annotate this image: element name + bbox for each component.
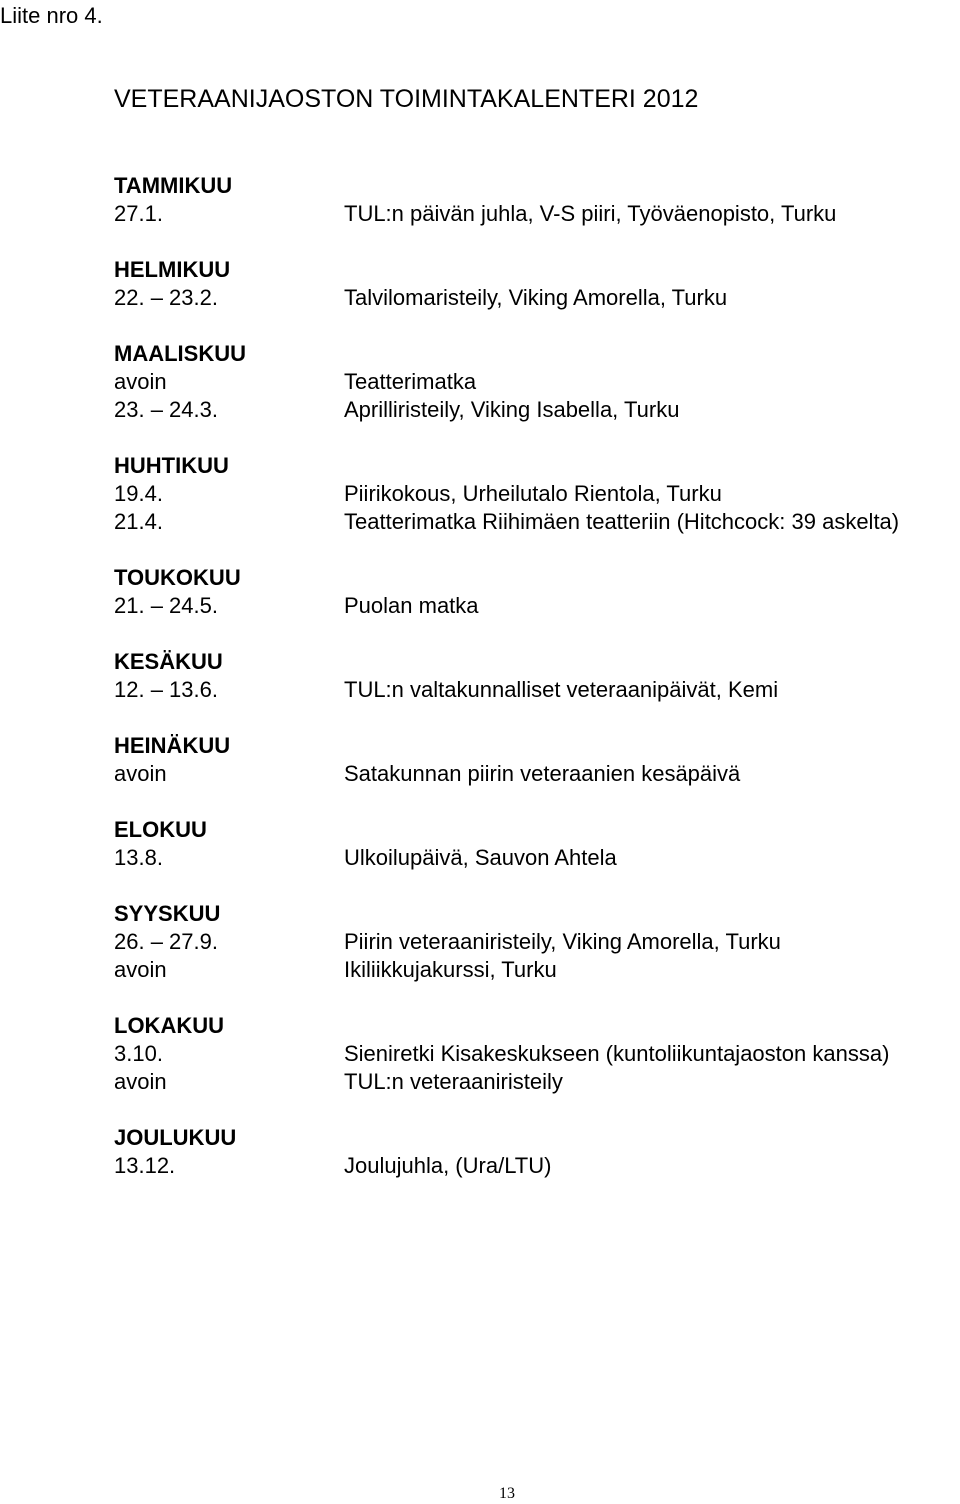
event-row — [114, 760, 960, 788]
month-section — [114, 816, 960, 872]
event-description: TUL:n veteraaniristeily — [344, 1069, 563, 1094]
month-section — [114, 452, 960, 536]
event-row — [114, 1040, 960, 1068]
event-row — [114, 508, 960, 536]
event-description: Piirikokous, Urheilutalo Rientola, Turku — [344, 481, 722, 506]
event-description: Piirin veteraaniristeily, Viking Amorella, Turku — [344, 929, 781, 954]
event-row — [114, 480, 960, 508]
event-date: avoin — [114, 369, 167, 394]
month-section — [114, 1012, 960, 1096]
event-row — [114, 676, 960, 704]
month-heading: TAMMIKUU — [114, 173, 233, 198]
event-date: 21.4. — [114, 509, 163, 534]
event-description: Satakunnan piirin veteraanien kesäpäivä — [344, 761, 741, 786]
event-row — [114, 1152, 960, 1180]
event-date: 23. – 24.3. — [114, 397, 218, 422]
month-section — [114, 172, 960, 228]
event-row — [114, 928, 960, 956]
month-heading: TOUKOKUU — [114, 565, 241, 590]
attachment-note: Liite nro 4. — [0, 3, 103, 28]
month-section — [114, 340, 960, 424]
event-row — [114, 1068, 960, 1096]
event-row — [114, 368, 960, 396]
event-date: avoin — [114, 1069, 167, 1094]
month-heading: HUHTIKUU — [114, 453, 229, 478]
event-description: TUL:n valtakunnalliset veteraanipäivät, Kemi — [344, 677, 779, 702]
event-date: 13.8. — [114, 845, 163, 870]
activity-calendar — [114, 172, 960, 1208]
event-date: 3.10. — [114, 1041, 163, 1066]
event-date: avoin — [114, 761, 167, 786]
page-number: 13 — [499, 1485, 515, 1502]
event-date: 12. – 13.6. — [114, 677, 218, 702]
event-description: Ikiliikkujakurssi, Turku — [344, 957, 557, 982]
month-heading: LOKAKUU — [114, 1013, 224, 1038]
event-description: Teatterimatka — [344, 369, 477, 394]
event-row — [114, 956, 960, 984]
month-section — [114, 900, 960, 984]
month-heading: HEINÄKUU — [114, 733, 231, 758]
event-row — [114, 200, 960, 228]
event-description: TUL:n päivän juhla, V-S piiri, Työväenopisto, Turku — [344, 201, 837, 226]
month-section — [114, 1124, 960, 1180]
event-description: Joulujuhla, (Ura/LTU) — [344, 1153, 552, 1178]
month-heading: JOULUKUU — [114, 1125, 237, 1150]
event-description: Aprilliristeily, Viking Isabella, Turku — [344, 397, 680, 422]
event-row — [114, 284, 960, 312]
month-section — [114, 732, 960, 788]
event-description: Talvilomaristeily, Viking Amorella, Turku — [344, 285, 728, 310]
month-heading: MAALISKUU — [114, 341, 246, 366]
event-date: 21. – 24.5. — [114, 593, 218, 618]
event-description: Puolan matka — [344, 593, 479, 618]
month-heading: HELMIKUU — [114, 257, 231, 282]
month-heading: KESÄKUU — [114, 649, 223, 674]
month-heading: ELOKUU — [114, 817, 207, 842]
event-date: 26. – 27.9. — [114, 929, 218, 954]
event-row — [114, 396, 960, 424]
event-date: 27.1. — [114, 201, 163, 226]
month-section — [114, 256, 960, 312]
event-date: 19.4. — [114, 481, 163, 506]
event-description: Ulkoilupäivä, Sauvon Ahtela — [344, 845, 617, 870]
month-heading: SYYSKUU — [114, 901, 221, 926]
event-date: avoin — [114, 957, 167, 982]
month-section — [114, 648, 960, 704]
event-date: 13.12. — [114, 1153, 176, 1178]
event-description: Teatterimatka Riihimäen teatteriin (Hitchcock: 39 askelta) — [344, 509, 900, 534]
event-row — [114, 592, 960, 620]
event-row — [114, 844, 960, 872]
month-section — [114, 564, 960, 620]
document-title: VETERAANIJAOSTON TOIMINTAKALENTERI 2012 — [114, 85, 699, 113]
event-description: Sieniretki Kisakeskukseen (kuntoliikuntajaoston kanssa) — [344, 1041, 890, 1066]
event-date: 22. – 23.2. — [114, 285, 218, 310]
